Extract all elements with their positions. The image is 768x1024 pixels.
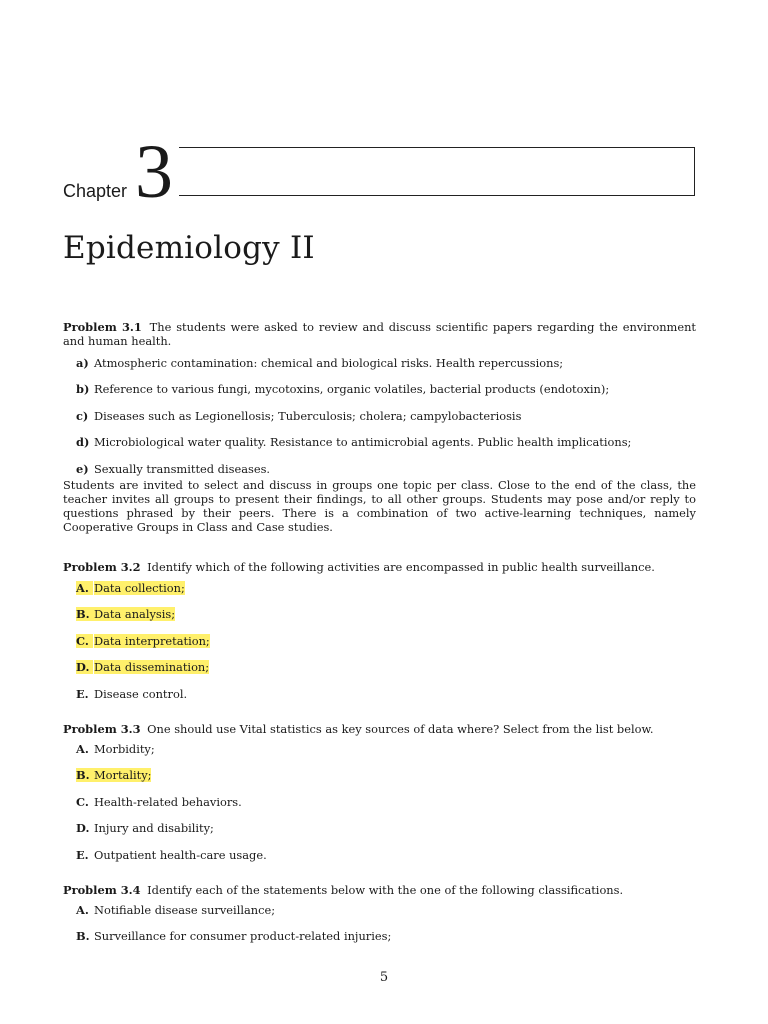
answer-option xyxy=(63,687,696,713)
answer-option xyxy=(63,929,696,955)
answer-list xyxy=(63,742,696,874)
item-text: Diseases such as Legionellosis; Tuberculosis; cholera; campylobacteriosis xyxy=(94,408,522,423)
problem-3-1 xyxy=(63,320,696,534)
option-text: Disease control. xyxy=(94,686,188,701)
list-item xyxy=(63,356,696,382)
option-text: Outpatient health-care usage. xyxy=(94,847,267,862)
answer-option xyxy=(63,903,696,929)
answer-list xyxy=(63,581,696,713)
answer-option xyxy=(63,634,696,660)
option-text-highlighted: Data analysis; xyxy=(94,607,176,622)
answer-option xyxy=(63,848,696,874)
problem-text: The students were asked to review and discuss scientific papers regarding the environment and human health. xyxy=(63,320,696,348)
problem-3-4 xyxy=(63,883,696,956)
item-text: Reference to various fungi, mycotoxins, organic volatiles, bacterial products (endotoxin); xyxy=(94,382,610,397)
option-marker: D. xyxy=(76,660,93,674)
item-text: Sexually transmitted diseases. xyxy=(94,461,271,476)
option-text: Notifiable disease surveillance; xyxy=(94,903,276,917)
item-marker: d) xyxy=(76,435,90,450)
answer-option xyxy=(63,581,696,607)
problem-text: Identify each of the statements below with the one of the following classifications. xyxy=(147,883,624,897)
page-number: 5 xyxy=(379,970,389,985)
answer-option xyxy=(63,795,696,821)
problem-statement xyxy=(63,320,696,348)
list-item xyxy=(63,462,696,478)
item-text: Microbiological water quality. Resistance to antimicrobial agents. Public health implications; xyxy=(94,435,632,450)
topic-list xyxy=(63,356,696,478)
option-text: Morbidity; xyxy=(94,742,155,756)
option-marker: E. xyxy=(76,847,89,862)
answer-option xyxy=(63,821,696,847)
item-marker: e) xyxy=(76,461,89,476)
chapter-number: 3 xyxy=(135,130,174,214)
option-marker: A. xyxy=(76,742,89,756)
chapter-title: Epidemiology II xyxy=(63,230,315,266)
problem-explanation: Students are invited to select and discuss in groups one topic per class. Close to the end of the class, the teacher invites all groups to present their findings, to all other groups. Students may pose and/or reply to questions phrased by their peers. There is a combination of two active-learning techniques, namely Cooperative Groups in Class and Case studies. xyxy=(63,477,696,534)
problem-3-3 xyxy=(63,722,696,874)
option-marker: A. xyxy=(76,581,93,595)
answer-option xyxy=(63,768,696,794)
option-marker: C. xyxy=(76,634,93,648)
answer-list xyxy=(63,903,696,956)
problem-text: Identify which of the following activities are encompassed in public health surveillance. xyxy=(147,560,655,574)
option-text-highlighted: Data interpretation; xyxy=(94,633,210,648)
item-marker: c) xyxy=(76,408,89,423)
problem-label: Problem 3.2 xyxy=(63,560,141,574)
problem-statement xyxy=(63,560,696,574)
option-text-highlighted: Data collection; xyxy=(94,581,185,595)
problem-label: Problem 3.1 xyxy=(63,320,142,334)
option-marker: D. xyxy=(76,821,90,836)
list-item xyxy=(63,409,696,435)
answer-option xyxy=(63,607,696,633)
option-marker: B. xyxy=(76,929,90,944)
option-text: Health-related behaviors. xyxy=(94,794,242,809)
answer-option xyxy=(63,742,696,768)
problem-statement xyxy=(63,883,696,897)
list-item xyxy=(63,382,696,408)
chapter-heading xyxy=(60,130,179,214)
option-marker: A. xyxy=(76,903,89,917)
list-item xyxy=(63,435,696,461)
item-text: Atmospheric contamination: chemical and biological risks. Health repercussions; xyxy=(94,356,564,370)
option-text-highlighted: Mortality; xyxy=(94,768,152,783)
option-marker: B. xyxy=(76,607,94,621)
chapter-word: Chapter xyxy=(63,181,128,201)
answer-option xyxy=(63,660,696,686)
option-text: Surveillance for consumer product-related injuries; xyxy=(94,929,392,944)
problem-text: One should use Vital statistics as key sources of data where? Select from the list below. xyxy=(147,722,654,736)
problem-label: Problem 3.4 xyxy=(63,883,141,897)
item-marker: a) xyxy=(76,356,89,370)
option-text: Injury and disability; xyxy=(94,821,214,836)
item-marker: b) xyxy=(76,382,90,397)
problem-statement xyxy=(63,722,696,736)
problem-label: Problem 3.3 xyxy=(63,722,141,736)
option-marker: B. xyxy=(76,768,94,782)
option-marker: E. xyxy=(76,686,89,701)
option-marker: C. xyxy=(76,794,89,809)
option-text-highlighted: Data dissemination; xyxy=(94,660,210,675)
problem-3-2 xyxy=(63,560,696,713)
